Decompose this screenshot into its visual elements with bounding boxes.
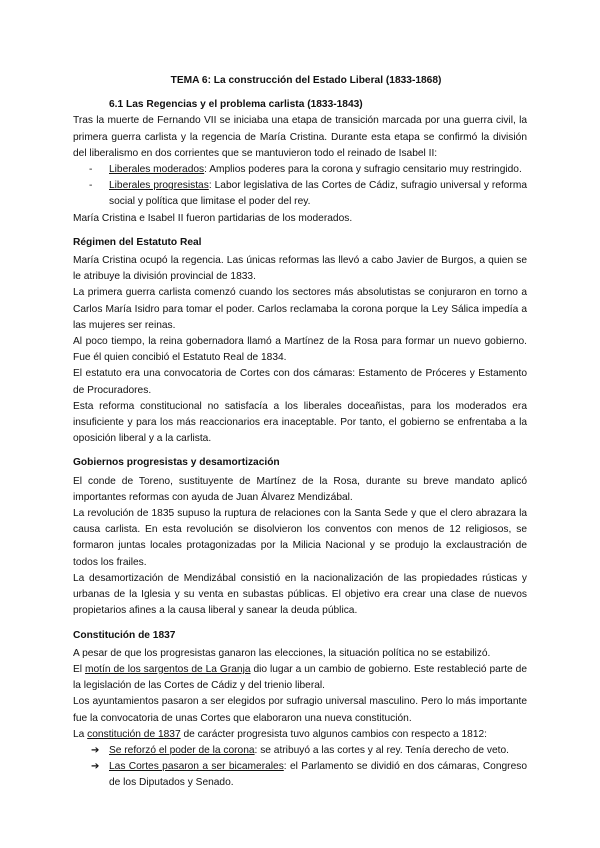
term-cortes-bicamerales: Las Cortes pasaron a ser bicamerales: [109, 761, 284, 773]
heading-gobiernos-progresistas: Gobiernos progresistas y desamortización: [73, 457, 280, 469]
list-item: [73, 759, 527, 791]
arrow-bullet-icon: ➔: [91, 744, 100, 756]
term-progresistas: Liberales progresistas: [109, 180, 209, 192]
paragraph: La revolución de 1835 supuso la ruptura de relaciones con la Santa Sede y que el clero abrazara la causa carlista. En esta revolución se disolvieron los conventos con menos de 12 religiosos, se formaron juntas locales protagonizadas por la Milicia Nacional y se produjo la exclaustración de todos los frailes.: [73, 508, 527, 568]
text-fragment: de carácter progresista tuvo algunos cambios con respecto a 1812:: [180, 728, 488, 740]
paragraph: Esta reforma constitucional no satisfacía a los liberales doceañistas, para los moderados era insuficiente y para los más reaccionarios era inaceptable. Por tanto, el gobierno se enfrentaba a la oposición liberal y a la carlista.: [73, 400, 527, 445]
text-fragment: La: [73, 728, 88, 740]
text-fragment: El: [73, 663, 86, 675]
constitution-changes-list: [73, 743, 527, 792]
heading-estatuto-real: Régimen del Estatuto Real: [73, 236, 202, 248]
dash-marker: -: [89, 180, 93, 192]
paragraph: Los ayuntamientos pasaron a ser elegidos por sufragio universal masculino. Pero lo más importante fue la convocatoria de unas Cortes que elaboraron una nueva constitución.: [73, 696, 527, 724]
paragraph: El conde de Toreno, sustituyente de Martínez de la Rosa, durante su breve mandato aplicó importantes reformas con ayuda de Juan Álvarez Mendizábal.: [73, 475, 527, 503]
paragraph: [73, 727, 527, 743]
term-description: : se atribuyó a las cortes y al rey. Tenía derecho de veto.: [254, 744, 509, 756]
term-description: : Labor legislativa de las Cortes de Cádiz, sufragio universal y reforma social y política que limitase el poder del rey.: [109, 180, 527, 208]
text-fragment: dio lugar a un cambio de gobierno. Este restableció parte de la legislación de las Cortes de Cádiz y del trienio liberal.: [73, 663, 527, 692]
intro-paragraph: Tras la muerte de Fernando VII se iniciaba una etapa de transición marcada por una guerra civil, la primera guerra carlista y la regencia de María Cristina. Durante esta etapa se confirmó la división del liberalismo en dos corrientes que se mantuvieron todo el reinado de Isabel II:: [73, 115, 527, 159]
liberalism-list: [73, 162, 527, 211]
term-moderados: Liberales moderados: [109, 164, 205, 176]
dash-marker: -: [89, 164, 93, 176]
paragraph: La desamortización de Mendizábal consistió en la nacionalización de las propiedades rústicas y urbanas de la Iglesia y su venta en subastas públicas. El objetivo era crear una clase de nuevos propietarios afines a la causa liberal y sanear la deuda pública.: [73, 572, 527, 617]
page-title: TEMA 6: La construcción del Estado Liberal (1833-1868): [170, 75, 442, 86]
term-motin-granja: motín de los sargentos de La Granja: [85, 663, 251, 675]
arrow-bullet-icon: ➔: [91, 761, 100, 773]
list-item: [73, 178, 527, 210]
document-content: [73, 73, 527, 792]
paragraph: La primera guerra carlista comenzó cuando los sectores más absolutistas se conjuraron en torno a Carlos María Isidro para tomar el poder. Carlos reclamaba la corona porque la Ley Sálica impedía a las mujeres ser reinas.: [73, 287, 527, 331]
paragraph: El estatuto era una convocatoria de Cortes con dos cámaras: Estamento de Próceres y Estamento de Procuradores.: [73, 368, 527, 396]
list-item: [73, 162, 527, 178]
term-description: : Amplios poderes para la corona y sufragio censitario muy restringido.: [204, 164, 522, 176]
paragraph: María Cristina ocupó la regencia. Las únicas reformas las llevó a cabo Javier de Burgos, a quien se le atribuye la división provincial de 1833.: [73, 255, 527, 283]
list-item: [73, 743, 527, 759]
paragraph: [73, 662, 527, 694]
term-constitucion-1837: constitución de 1837: [87, 728, 181, 740]
paragraph: Al poco tiempo, la reina gobernadora llamó a Martínez de la Rosa para formar un nuevo gobierno. Fue él quien concibió el Estatuto Real de 1834.: [73, 336, 527, 364]
heading-constitucion-1837: Constitución de 1837: [73, 629, 176, 641]
section-subtitle: 6.1 Las Regencias y el problema carlista (1833-1843): [109, 99, 363, 111]
paragraph: A pesar de que los progresistas ganaron las elecciones, la situación política no se estabilizó.: [73, 647, 491, 659]
intro-closing: María Cristina e Isabel II fueron partidarias de los moderados.: [73, 212, 353, 224]
term-description: : el Parlamento se dividió en dos cámaras, Congreso de los Diputados y Senado.: [109, 761, 528, 789]
term-poder-corona: Se reforzó el poder de la corona: [109, 744, 255, 756]
